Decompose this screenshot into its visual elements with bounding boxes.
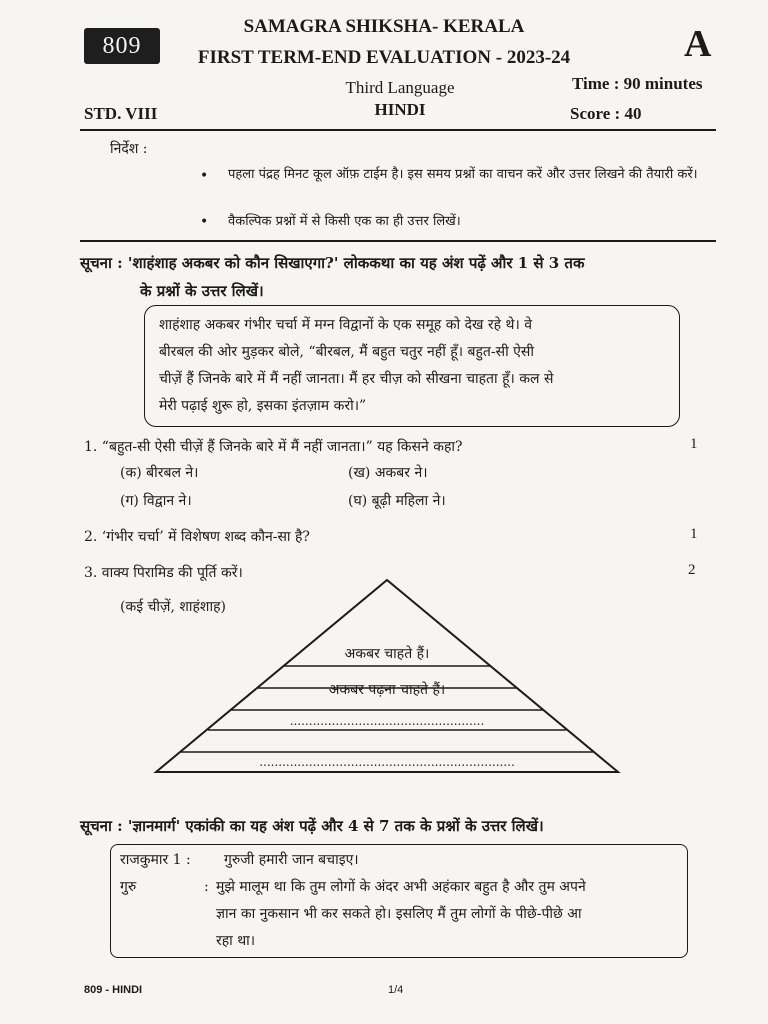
question-1: 1. “बहुत-सी ऐसी चीज़ें हैं जिनके बारे में मैं नहीं जानता।” यह किसने कहा?	[84, 439, 463, 455]
pyramid-row-2: अकबर पढ़ना चाहते हैं।	[328, 682, 446, 698]
dialog-line: ज्ञान का नुकसान भी कर सकते हो। इसलिए मैं तुम लोगों के पीछे-पीछे आ	[216, 906, 582, 922]
pyramid-row-1: अकबर चाहते हैं।	[344, 646, 430, 662]
sentence-pyramid	[150, 575, 624, 777]
subject-title: HINDI	[374, 100, 426, 119]
section1-notice: सूचना : 'शाहंशाह अकबर को कौन सिखाएगा?' लोककथा का यह अंश पढ़ें और 1 से 3 तक	[80, 254, 585, 272]
organization-title: SAMAGRA SHIKSHA- KERALA	[243, 16, 525, 37]
question-3-marks: 2	[688, 562, 696, 578]
section2-notice: सूचना : 'ज्ञानमार्ग' एकांकी का यह अंश पढ़ें और 4 से 7 तक के प्रश्नों के उत्तर लिखें।	[80, 817, 544, 835]
pyramid-hint: (कई चीज़ें, शाहंशाह)	[120, 599, 226, 615]
dialog-box	[110, 844, 688, 958]
header-divider	[80, 129, 716, 131]
pyramid-row-4-blank: ...................................................................	[259, 755, 515, 769]
question-2-marks: 1	[690, 526, 698, 542]
instructions-heading: निर्देश :	[110, 141, 148, 157]
dialog-colon: :	[204, 879, 209, 895]
pyramid-row-3-blank: ...................................................	[289, 714, 485, 728]
option-gha: (घ) बूढ़ी महिला ने।	[348, 493, 446, 509]
question-1-marks: 1	[690, 436, 698, 452]
speaker-guru: गुरु	[120, 879, 137, 895]
bullet-icon: •	[200, 214, 209, 230]
option-kha: (ख) अकबर ने।	[348, 465, 428, 481]
passage-line: शाहंशाह अकबर गंभीर चर्चा में मग्न विद्वानों के एक समूह को देख रहे थे। वे	[159, 317, 533, 333]
passage-line: मेरी पढ़ाई शुरू हो, इसका इंतज़ाम करो।”	[159, 398, 367, 414]
exam-title: FIRST TERM-END EVALUATION - 2023-24	[197, 47, 571, 68]
instruction-item: वैकल्पिक प्रश्नों में से किसी एक का ही उत्तर लिखें।	[228, 214, 461, 229]
question-3: 3. वाक्य पिरामिड की पूर्ति करें।	[84, 565, 243, 581]
instructions-divider	[80, 240, 716, 242]
section1-notice-cont: के प्रश्नों के उत्तर लिखें।	[140, 282, 264, 300]
question-2: 2. ‘गंभीर चर्चा’ में विशेषण शब्द कौन-सा है?	[84, 529, 310, 545]
instruction-item: पहला पंद्रह मिनट कूल ऑफ़ टाईम है। इस समय प्रश्नों का वाचन करें और उत्तर लिखने की तैयारी करें।	[228, 167, 698, 182]
total-score: Score : 40	[570, 104, 642, 123]
page-number: 1/4	[388, 984, 404, 996]
language-level: Third Language	[345, 78, 455, 97]
passage-box	[144, 305, 680, 427]
footer-paper-code: 809 - HINDI	[84, 984, 143, 996]
bullet-icon: •	[200, 168, 209, 184]
time-allowed: Time : 90 minutes	[572, 74, 703, 93]
passage-line: बीरबल की ओर मुड़कर बोले, “बीरबल, मैं बहुत चतुर नहीं हूँ। बहुत-सी ऐसी	[159, 344, 535, 360]
dialog-line: मुझे मालूम था कि तुम लोगों के अंदर अभी अहंकार बहुत है और तुम अपने	[216, 879, 586, 895]
standard-label: STD. VIII	[84, 104, 158, 123]
question-set-label: A	[684, 23, 712, 65]
option-ka: (क) बीरबल ने।	[120, 465, 199, 481]
passage-line: चीज़ें हैं जिनके बारे में मैं नहीं जानता। मैं हर चीज़ को सीखना चाहता हूँ। कल से	[159, 371, 554, 387]
option-ga: (ग) विद्वान ने।	[120, 493, 192, 509]
dialog-line: रहा था।	[216, 933, 256, 949]
dialog-line: गुरुजी हमारी जान बचाइए।	[224, 852, 359, 868]
speaker-rajkumar: राजकुमार 1 :	[120, 852, 191, 868]
paper-code-badge: 809	[84, 28, 160, 64]
